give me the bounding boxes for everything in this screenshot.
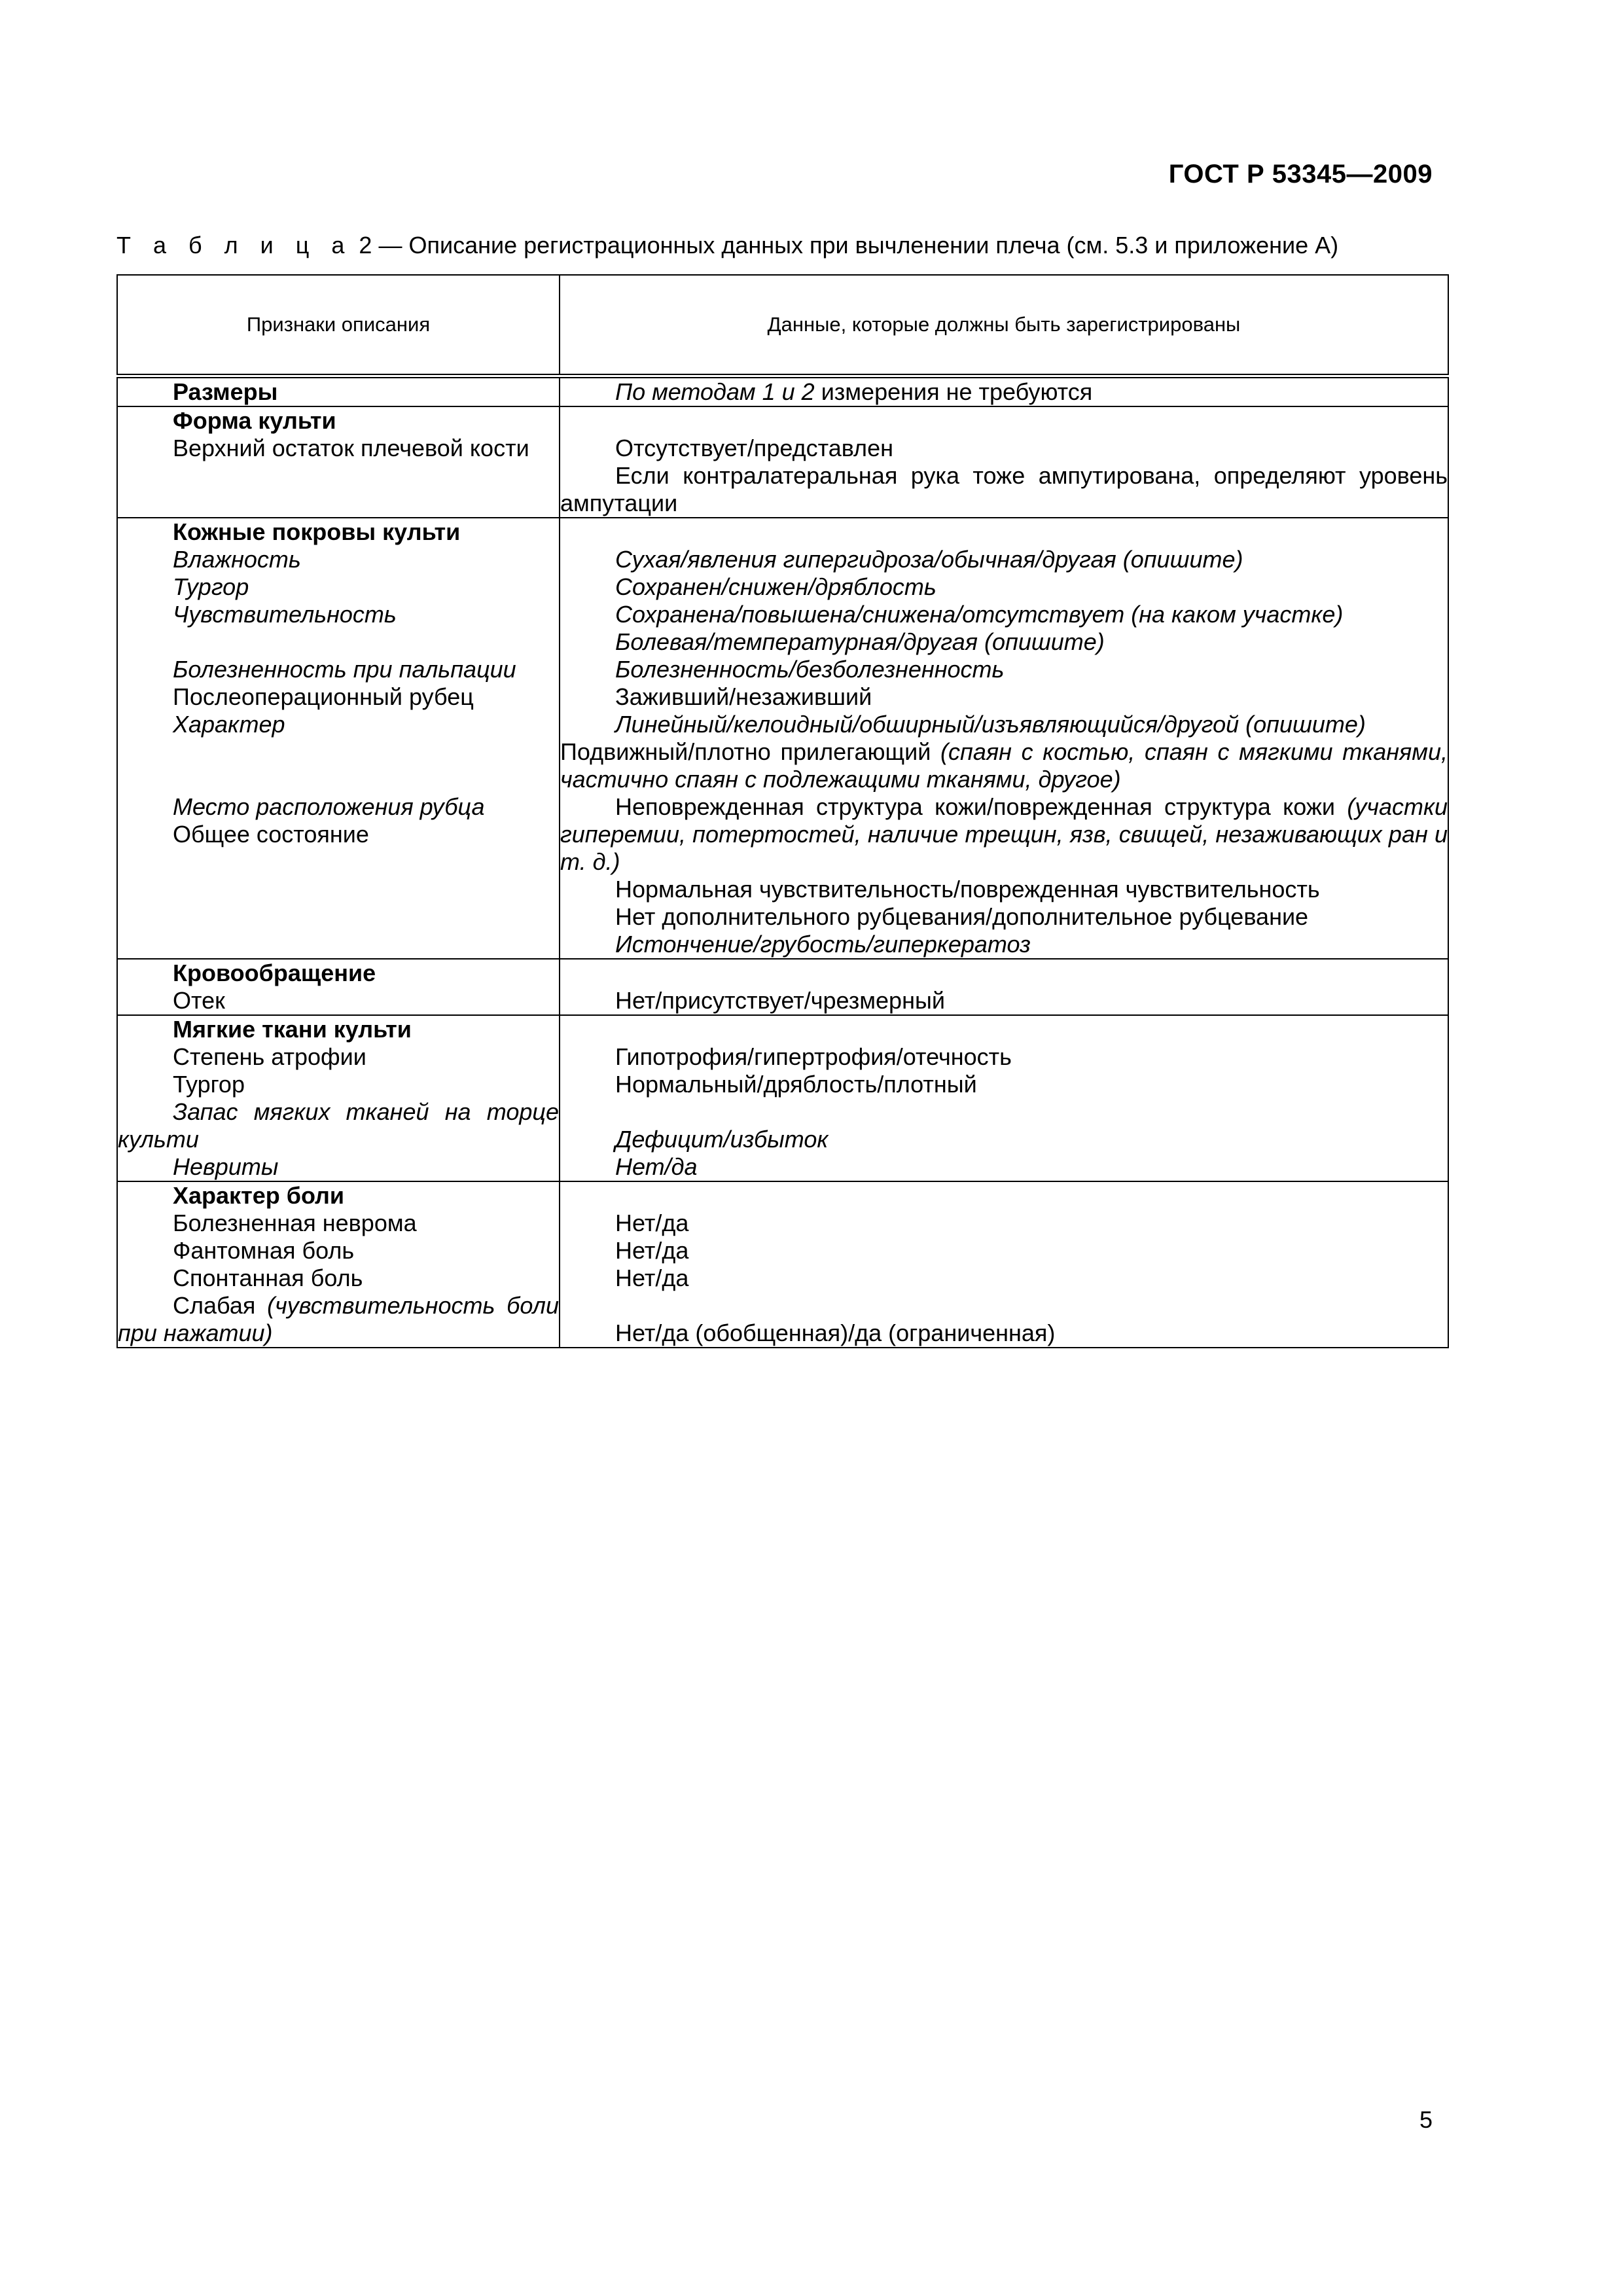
table-row [117,959,1448,1015]
row-features-soft-tissue [117,1015,560,1181]
row-title: Кровообращение [173,960,376,986]
row-title: Форма культи [173,407,336,434]
data-line: Нет дополнительного рубцевания/дополнительное рубцевание [615,903,1309,930]
feature-line: Невриты [173,1153,279,1180]
table-row [117,376,1448,407]
row-title: Кожные покровы культи [173,518,461,545]
row-data-skin [560,518,1448,959]
table-row [117,1015,1448,1181]
row-features-pain [117,1181,560,1348]
feature-line: Общее состояние [173,821,369,848]
data-line: Отсутствует/представлен [615,435,893,461]
feature-line: Тургор [173,573,249,600]
table-row [117,518,1448,959]
table-row [117,1181,1448,1348]
data-line: Болевая/температурная/другая (опишите) [615,628,1105,655]
data-line: Нет/да [615,1210,689,1236]
caption-text: — Описание регистрационных данных при вычленении плеча (см. 5.3 и приложение А) [378,232,1339,259]
column-header-data: Данные, которые должны быть зарегистрированы [560,275,1448,376]
data-line: Нормальная чувствительность/поврежденная чувствительность [615,876,1320,903]
table-row [117,406,1448,518]
data-line: По методам 1 и 2 измерения не требуются [615,378,1093,405]
row-data-stump-shape [560,406,1448,518]
row-data-circulation [560,959,1448,1015]
caption-number: 2 [359,232,372,259]
page-number: 5 [1419,2106,1433,2133]
row-data-pain [560,1181,1448,1348]
data-line: Если контралатеральная рука тоже ампутирована, определяют уровень ампутации [560,462,1448,516]
feature-line: Болезненная неврома [173,1210,417,1236]
data-line: Нормальный/дряблость/плотный [615,1071,977,1098]
row-features-skin [117,518,560,959]
feature-line: Характер [173,711,285,738]
data-line: Линейный/келоидный/обширный/изъявляющийся/другой (опишите) [615,711,1366,738]
table-caption [116,232,1338,259]
data-line: Подвижный/плотно прилегающий (спаян с костью, спаян с мягкими тканями, частично спаян с подлежащими тканями, другое) [560,738,1448,793]
data-line: Сохранен/снижен/дряблость [615,573,936,600]
row-data-sizes [560,376,1448,407]
column-header-features: Признаки описания [117,275,560,376]
table-header-row [117,275,1448,376]
data-line: Заживший/незаживший [615,683,872,710]
feature-line: Послеоперационный рубец [173,683,474,710]
data-line: Нет/да [615,1265,689,1291]
row-data-soft-tissue [560,1015,1448,1181]
data-line: Болезненность/безболезненность [615,656,1005,683]
data-line: Нет/присутствует/чрезмерный [615,987,945,1014]
feature-line: Чувствительность [173,601,397,628]
feature-line: Место расположения рубца [173,793,485,820]
document-standard-number: ГОСТ Р 53345—2009 [1168,160,1433,188]
feature-line: Болезненность при пальпации [173,656,516,683]
data-line: Нет/да [615,1237,689,1264]
caption-label: Т а б л и ц а [116,232,353,259]
row-features-sizes [117,376,560,407]
registration-data-table [116,274,1449,1348]
data-line: Дефицит/избыток [615,1126,829,1153]
data-line: Сухая/явления гипергидроза/обычная/другая (опишите) [615,546,1243,573]
feature-line: Фантомная боль [173,1237,355,1264]
row-features-stump-shape [117,406,560,518]
row-title: Размеры [173,378,278,405]
data-line: Гипотрофия/гипертрофия/отечность [615,1043,1012,1070]
data-line: Нет/да (обобщенная)/да (ограниченная) [615,1319,1056,1346]
feature-line: Степень атрофии [173,1043,366,1070]
data-line: Истончение/грубость/гиперкератоз [615,931,1031,958]
feature-line: Влажность [173,546,301,573]
feature-line: Верхний остаток плечевой кости [173,435,529,461]
data-line: Неповрежденная структура кожи/поврежденная структура кожи (участки гиперемии, потертостей, наличие трещин, язв, свищей, незаживающих ран и т. д.) [560,793,1448,875]
feature-line: Отек [173,987,225,1014]
data-line: Сохранена/повышена/снижена/отсутствует (на каком участке) [615,601,1344,628]
feature-line: Спонтанная боль [173,1265,363,1291]
row-features-circulation [117,959,560,1015]
feature-line: Слабая (чувствительность боли при нажатии) [118,1292,559,1346]
data-line: Нет/да [615,1153,698,1180]
row-title: Мягкие ткани культи [173,1016,412,1043]
row-title: Характер боли [173,1182,345,1209]
feature-line: Тургор [173,1071,245,1098]
feature-line: Запас мягких тканей на торце культи [118,1098,559,1153]
